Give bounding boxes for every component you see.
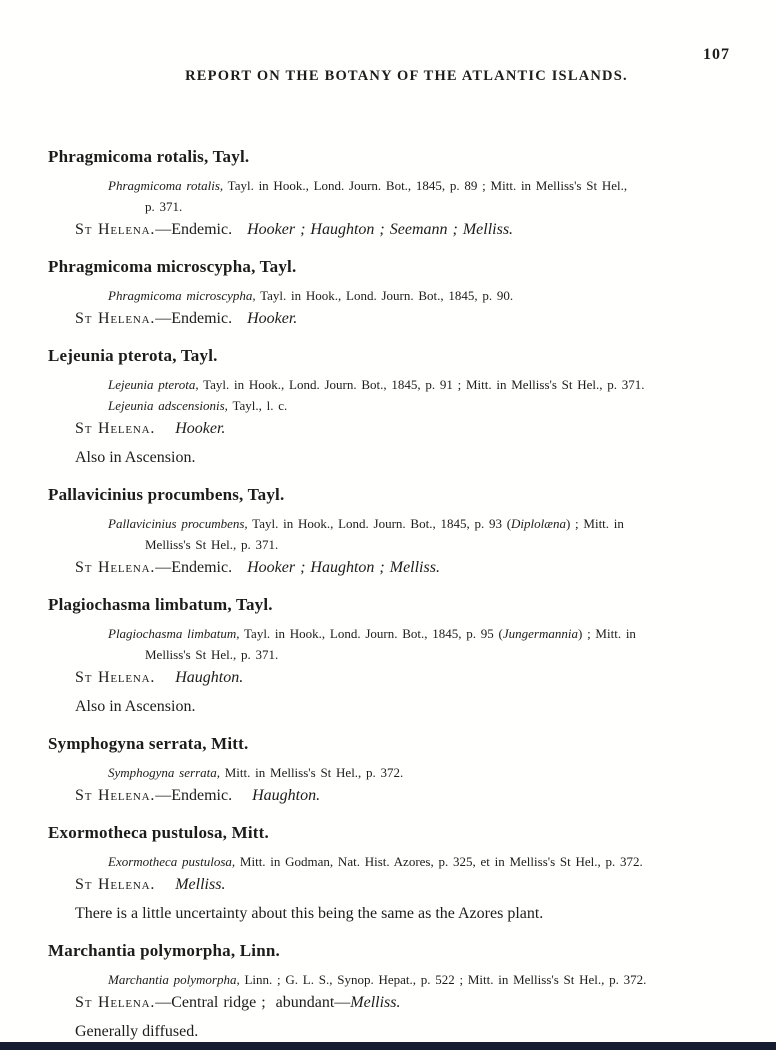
species-heading: Marchantia polymorpha, Linn.	[48, 941, 280, 960]
distribution-line: St Helena.—Endemic. Hooker ; Haughton ; Seemann ; Melliss.	[75, 221, 514, 238]
note-line: Also in Ascension.	[75, 449, 196, 466]
entry-lejeunia-pterota	[48, 346, 736, 468]
entry-pallavicinius-procumbens	[48, 485, 736, 578]
page-number: 107	[703, 46, 730, 63]
synonym-citation-line: Lejeunia pterota, Tayl. in Hook., Lond. Journ. Bot., 1845, p. 91 ; Mitt. in Melliss's St Hel., p. 371.	[108, 377, 645, 392]
distribution-line: St Helena.—Endemic. Hooker.	[75, 310, 298, 327]
note-line: Also in Ascension.	[75, 698, 196, 715]
distribution-line: St Helena.—Endemic. Haughton.	[75, 787, 321, 804]
species-heading: Symphogyna serrata, Mitt.	[48, 734, 249, 753]
distribution-line: St Helena. Hooker.	[75, 420, 226, 437]
synonym-citation-continuation: p. 371.	[145, 199, 183, 214]
synonym-citation-line: Phragmicoma rotalis, Tayl. in Hook., Lond. Journ. Bot., 1845, p. 89 ; Mitt. in Melliss's St Hel.,	[108, 178, 628, 193]
synonym-citation-line: Exormotheca pustulosa, Mitt. in Godman, Nat. Hist. Azores, p. 325, et in Melliss's St Hel., p. 372.	[108, 854, 643, 869]
entry-phragmicoma-rotalis	[48, 147, 736, 240]
distribution-line: St Helena.—Endemic. Hooker ; Haughton ; Melliss.	[75, 559, 440, 576]
entry-plagiochasma-limbatum	[48, 595, 736, 717]
distribution-line: St Helena. Haughton.	[75, 669, 244, 686]
synonym-citation-line: Lejeunia adscensionis, Tayl., l. c.	[108, 398, 288, 413]
synonym-citation-line: Pallavicinius procumbens, Tayl. in Hook., Lond. Journ. Bot., 1845, p. 93 (Diplolæna) ; Mitt. in	[108, 516, 624, 531]
synonym-citation-line: Phragmicoma microscypha, Tayl. in Hook., Lond. Journ. Bot., 1845, p. 90.	[108, 288, 514, 303]
species-heading: Pallavicinius procumbens, Tayl.	[48, 485, 285, 504]
species-heading: Lejeunia pterota, Tayl.	[48, 346, 218, 365]
species-heading: Phragmicoma rotalis, Tayl.	[48, 147, 250, 166]
distribution-line: St Helena. Melliss.	[75, 876, 226, 893]
note-line: Generally diffused.	[75, 1023, 199, 1040]
synonym-citation-line: Marchantia polymorpha, Linn. ; G. L. S., Synop. Hepat., p. 522 ; Mitt. in Melliss's St Hel., p. 372.	[108, 972, 647, 987]
synonym-citation-continuation: Melliss's St Hel., p. 371.	[145, 647, 279, 662]
running-header-title: REPORT ON THE BOTANY OF THE ATLANTIC ISLANDS.	[185, 68, 628, 84]
synonym-citation-continuation: Melliss's St Hel., p. 371.	[145, 537, 279, 552]
species-heading: Exormotheca pustulosa, Mitt.	[48, 823, 269, 842]
running-header	[48, 46, 736, 126]
entry-marchantia-polymorpha	[48, 941, 736, 1042]
note-line: There is a little uncertainty about this being the same as the Azores plant.	[75, 905, 544, 922]
synonym-citation-line: Plagiochasma limbatum, Tayl. in Hook., Lond. Journ. Bot., 1845, p. 95 (Jungermannia) ; Mitt. in	[108, 626, 636, 641]
entry-symphogyna-serrata	[48, 734, 736, 806]
entry-phragmicoma-microscypha	[48, 257, 736, 329]
synonym-citation-line: Symphogyna serrata, Mitt. in Melliss's St Hel., p. 372.	[108, 765, 404, 780]
species-heading: Phragmicoma microscypha, Tayl.	[48, 257, 297, 276]
scan-edge-artifact	[0, 1042, 776, 1050]
species-heading: Plagiochasma limbatum, Tayl.	[48, 595, 273, 614]
entry-exormotheca-pustulosa	[48, 823, 736, 924]
distribution-line: St Helena.—Central ridge ; abundant—Melliss.	[75, 994, 401, 1011]
